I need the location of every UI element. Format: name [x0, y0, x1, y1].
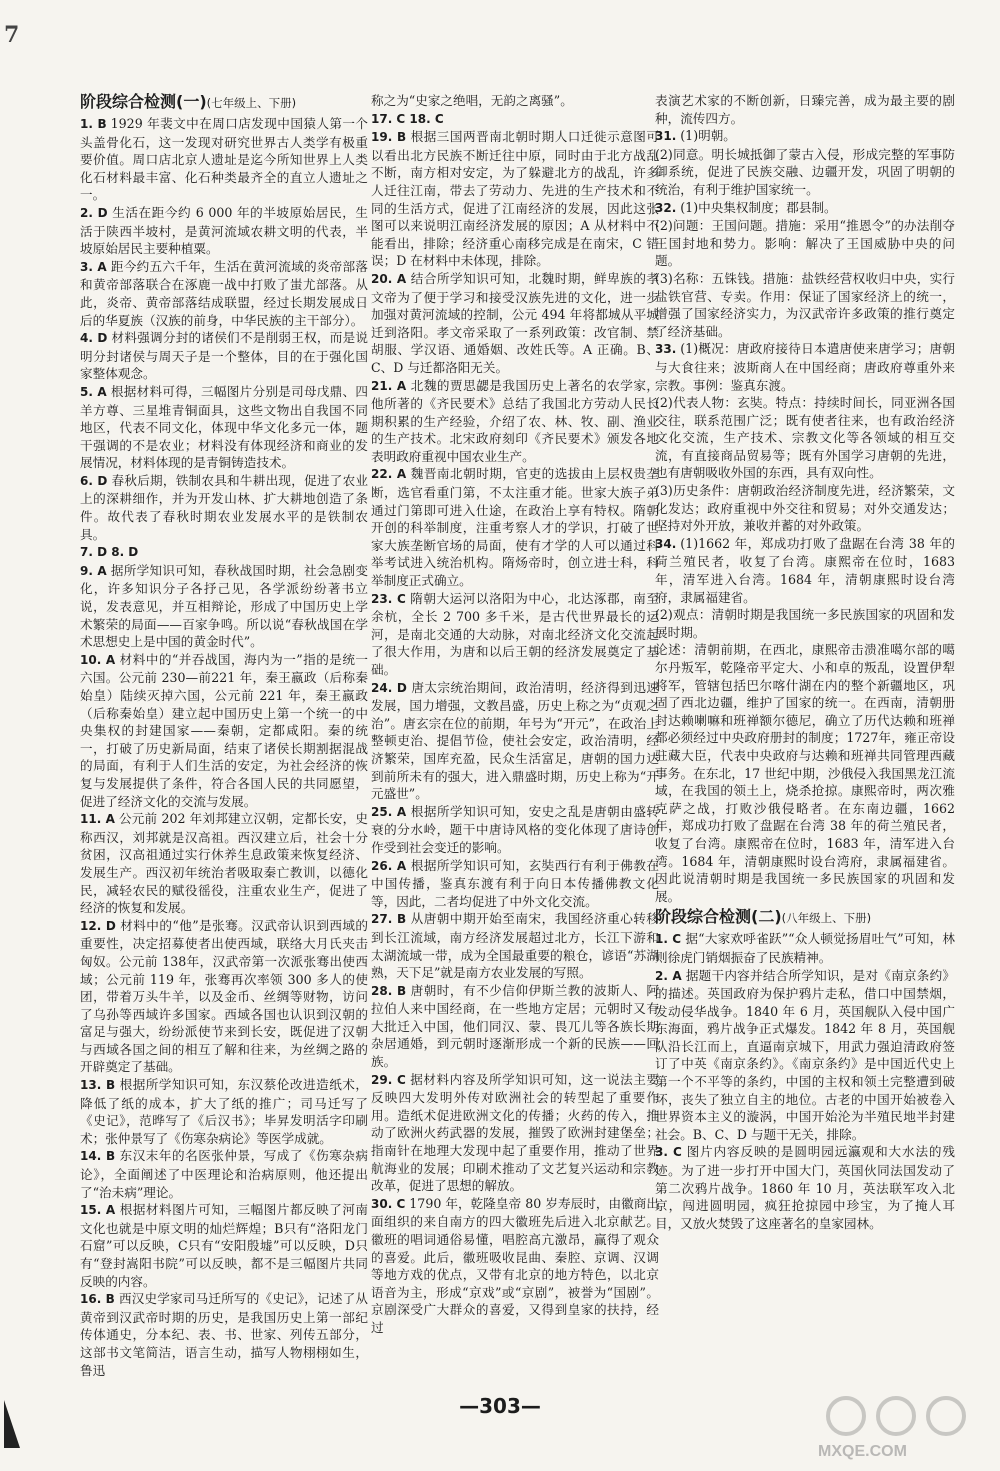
answer-item: [80, 651, 368, 810]
answer-text: 北魏的贾思勰是我国历史上著名的农学家，他所著的《齐民要术》总结了我国北方劳动人民长期积累的生产经验，介绍了农、林、牧、副、渔业的生产技术。北宋政府刻印《齐民要术》颁发各地表明政府重视中国农业生产。: [371, 377, 659, 464]
answer-text: (2)代表人物：玄奘。特点：持续时间长，同亚洲各国交往，联系范围广泛；既有使者往来，也有政治经济文化交流，生产技术、宗教文化等各领域的相互交流，有直接商品贸易等；既有外国学习唐朝的先进，也有唐朝吸收外国的东西，具有双向性。: [655, 395, 955, 481]
answer-number: 9. A: [80, 563, 107, 578]
answer-item: [655, 340, 955, 394]
corner-triangle-mark: [4, 1400, 20, 1448]
answer-text: 唐太宗统治期间，政治清明，经济得到迅速发展，国力增强，文教昌盛，历史上称之为“贞观之治”。唐玄宗在位的前期，年号为“开元”，在政治上整顿吏治、提倡节俭，使社会安定，政治清明，经济繁荣，国库充盈，民众生活富足，唐朝的国力达到前所未有的强大，进入鼎盛时期，历史上称为“开元盛世”。: [371, 679, 659, 802]
answer-item: [371, 982, 659, 1071]
answer-item: [80, 543, 368, 562]
answer-item: [371, 128, 659, 270]
answer-number: 7. D 8. D: [80, 545, 139, 560]
answer-text: 春秋后期，铁制农具和牛耕出现，促进了农业上的深耕细作，并为开发山林、扩大耕地创造了条件。故代表了春秋时期农业发展水平的是铁制农具。: [80, 472, 368, 542]
answer-number: 29. C: [371, 1072, 406, 1087]
answer-item: [371, 857, 659, 911]
answer-item: [371, 590, 659, 679]
answer-text: 根据材料可得，三幅图片分别是司母戊鼎、四羊方尊、三星堆青铜面具，这些文物出自我国不同地区，代表不同文化，体现中华文化多元一体，题干强调的不是农业；材料没有体现经济和商业的发展情况，材料体现的是青铜铸造技术。: [80, 383, 368, 471]
answer-text: 根据三国两晋南北朝时期人口迁徙示意图可以看出北方民族不断迁往中原，同时由于北方战乱不断，南方相对安定，为了躲避北方的战乱，许多人迁往江南，带去了劳动力、先进的生产技术和不同的生活方式，促进了江南经济的发展，因此这张图可以来说明江南经济发展的原因；A 从材料中不能看出，排除；经济重心南移完成是在南宋，C 错误；D 在材料中未体现，排除。: [371, 129, 659, 269]
answer-item: [655, 270, 955, 340]
answer-item: [80, 1147, 368, 1201]
answer-number: 10. A: [80, 652, 116, 667]
answer-item: [371, 803, 659, 857]
answer-number: 2. A: [655, 968, 682, 983]
answer-number: 24. D: [371, 680, 407, 695]
answer-item: [80, 1076, 368, 1147]
answer-text: 称之为“史家之绝唱，无韵之离骚”。: [371, 93, 573, 108]
answer-item: [655, 535, 955, 606]
answer-text: 根据所学知识可知，安史之乱是唐朝由盛转衰的分水岭，题干中唐诗风格的变化体现了唐诗创作受到社会变迁的影响。: [371, 803, 659, 855]
answer-number: 14. B: [80, 1149, 116, 1164]
section-title-2: [655, 907, 955, 928]
answer-text: 据“大家欢呼雀跃”“众人顿觉扬眉吐气”可知，林则徐虎门销烟振奋了民族精神。: [655, 931, 955, 965]
answer-item: [655, 127, 955, 146]
answer-number: 16. B: [80, 1292, 115, 1307]
answer-text: 从唐朝中期开始至南宋，我国经济重心转移到长江流域，南方经济发展超过北方，长江下游和太湖流域一带，成为全国最重要的粮仓，谚语“苏湖熟，天下足”就是南方农业发展的写照。: [371, 911, 659, 981]
answer-item: [80, 204, 368, 258]
answer-item: [655, 482, 955, 535]
answer-number: 33.: [655, 342, 677, 357]
answer-item: [80, 810, 368, 917]
section-title-1: [80, 92, 368, 113]
corner-mark: 7: [4, 22, 20, 48]
svg-text:MXQE.COM: MXQE.COM: [818, 1443, 907, 1460]
answer-text: 材料强调分封的诸侯们不是削弱王权，而是说明分封诸侯与周天子是一个整体，目的在于强化国家整体观念。: [80, 330, 368, 382]
answer-number: 27. B: [371, 912, 407, 927]
answer-number: 19. B: [371, 130, 407, 145]
answer-item: [655, 146, 955, 199]
answer-item: [371, 679, 659, 803]
answer-text: 距今约五六千年，生活在黄河流域的炎帝部落和黄帝部落联合在涿鹿一战中打败了蚩尤部落。从此，炎帝、黄帝部落结成联盟，经过长期发展成日后的华夏族（汉族的前身，中华民族的主干部分）。: [80, 258, 368, 328]
answer-item: [80, 562, 368, 651]
answer-item: [655, 1143, 955, 1232]
answer-item: [655, 967, 955, 1144]
answer-item: [371, 270, 659, 377]
answer-item: [655, 606, 955, 641]
answer-item: [371, 465, 659, 589]
answer-number: 25. A: [371, 804, 407, 819]
answer-text: 材料中的“并吞战国，海内为一”指的是统一六国。公元前 230—前221 年，秦王嬴政（后称秦始皇）陆续灭掉六国，公元前 221 年，秦王嬴政（后称秦始皇）建立起中国历史上第一个统一的中央集权的封建国家——秦朝，定都咸阳。秦的统一，打破了历史新局面，结束了诸侯长期割据混战的局面，有利于人们生活的安定，为社会经济的恢复与发展提供了条件，符合各国人民的共同愿望，促进了经济文化的交流与发展。: [80, 651, 368, 809]
answer-item: [80, 917, 368, 1076]
answer-text: (1)明朝。: [680, 128, 736, 144]
answer-number: 26. A: [371, 858, 407, 873]
watermark-logo: [810, 1390, 990, 1462]
answer-item: [655, 930, 955, 966]
answer-number: 1. C: [655, 932, 682, 947]
answer-text: 唐朝时，有不少信仰伊斯兰教的波斯人、阿拉伯人来中国经商，在一些地方定居；元朝时又有大批迁入中国，他们同汉、蒙、畏兀儿等各族长期杂居通婚，到元朝时逐渐形成一个新的民族——回族。: [371, 982, 659, 1070]
answer-item: [655, 394, 955, 482]
answer-number: 15. A: [80, 1203, 116, 1218]
answer-text: (1)概况：唐政府接待日本遣唐使来唐学习；唐朝与大食往来；波斯商人在中国经商；唐政府尊重外来宗教。事例：鉴真东渡。: [655, 341, 955, 393]
answer-number: 6. D: [80, 473, 108, 488]
answer-text: 根据材料图片可知，三幅图片都反映了河南文化也就是中原文明的灿烂辉煌；B只有“洛阳龙门石窟”可以反映，C只有“安阳殷墟”可以反映，D只有“登封嵩阳书院”可以反映，都不是三幅图片共同反映的内容。: [80, 1202, 368, 1289]
answer-item: [371, 110, 659, 129]
answer-number: 3. A: [80, 259, 107, 274]
answer-text: (1)中央集权制度；郡县制。: [680, 199, 837, 215]
answer-text: 材料中的“他”是张骞。汉武帝认识到西域的重要性，决定招募使者出使西域，联络大月氏夹击匈奴。公元前 138年，汉武帝第一次派张骞出使西域；公元前 119 年，张骞再次率领 300 多人的使团，带着万头牛羊，以及金币、丝绸等财物，访问了乌孙等西域许多国家。西域各国也认识到汉朝的富足与强大，纷纷派使节来到长安，既促进了汉朝与西域各国之间的相互了解和往来，为丝绸之路的开辟奠定了基础。: [80, 917, 368, 1075]
answer-number: 17. C 18. C: [371, 111, 444, 126]
answer-item: [80, 329, 368, 383]
answer-text: (3)名称：五铢钱。措施：盐铁经营权收归中央，实行盐铁官营、专卖。作用：保证了国家经济上的统一，增强了国家经济实力，为汉武帝许多政策的推行奠定了经济基础。: [655, 270, 955, 339]
answer-number: 30. C: [371, 1196, 406, 1211]
answer-item: [371, 92, 659, 110]
answer-text: 生活在距今约 6 000 年的半坡原始居民，生活于陕西半坡村，是黄河流域农耕文明的代表，半坡原始居民主要种植粟。: [80, 204, 368, 257]
answer-number: 2. D: [80, 205, 108, 220]
answer-text: 论述：清朝前期，在西北，康熙帝击溃准噶尔部的噶尔丹叛军，乾隆帝平定大、小和卓的叛乱，设置伊犁将军，管辖包括巴尔喀什湖在内的整个新疆地区，巩固了西北边疆，维护了国家的统一。在西南，清朝册封达赖喇嘛和班禅额尔德尼，确立了历代达赖和班禅都必须经过中央政府册封的制度；1727年，雍正帝设驻藏大臣，代表中央政府与达赖和班禅共同管理西藏事务。在东北，17 世纪中期，沙俄侵入我国黑龙江流域，在我国的领土上，烧杀抢掠。康熙帝时，两次雅克萨之战，打败沙俄侵略者。在东南边疆，1662 年，郑成功打败了盘踞在台湾 38 年的荷兰殖民者，收复了台湾。康熙帝在位时，1683 年，清军进入台湾。1684 年，清朝康熙时设台湾府，隶属福建省。因此说清朝时期是我国统一多民族国家的巩固和发展。: [655, 642, 955, 904]
answer-text: (3)历史条件：唐朝政治经济制度先进，经济繁荣，文化发达；政府重视中外交往和贸易；对外交通发达；坚持对外开放，兼收并蓄的对外政策。: [655, 483, 955, 534]
answer-number: 12. D: [80, 918, 116, 933]
answer-number: 20. A: [371, 271, 407, 286]
section-title-2-sub: (八年级上、下册): [781, 911, 872, 926]
answer-number: 11. A: [80, 812, 115, 827]
answer-item: [80, 1290, 368, 1379]
answer-text: 公元前 202 年刘邦建立汉朝，定都长安，史称西汉，刘邦就是汉高祖。西汉建立后，社会十分贫困，汉高祖通过实行休养生息政策来恢复经济、发展生产。西汉初年统治者吸取秦亡教训，以德化民，减轻农民的赋役徭役，注重农业生产，促进了经济的恢复和发展。: [80, 811, 368, 916]
answer-item: [80, 472, 368, 543]
answer-item: [655, 641, 955, 905]
answer-item: [655, 92, 955, 127]
answer-text: 1790 年，乾隆皇帝 80 岁寿辰时，由徽商出面组织的来自南方的四大徽班先后进入北京献艺。徽班的唱词通俗易懂，唱腔高亢激昂，赢得了观众的喜爱。此后，徽班吸收昆曲、秦腔、京调、汉调等地方戏的优点，又带有北京的地方特色，以北京语音为主，形成“京戏”或“京剧”，被誉为“国剧”。京剧深受广大群众的喜爱，又得到皇家的扶持，经过: [371, 1195, 659, 1335]
answer-number: 13. B: [80, 1078, 116, 1093]
answer-text: (2)问题：王国问题。措施：采用“推恩令”的办法削夺王国封地和势力。影响：解决了王国威胁中央的问题。: [655, 218, 955, 269]
answer-text: (1)1662 年，郑成功打败了盘踞在台湾 38 年的荷兰殖民者，收复了台湾。康熙帝在位时，1683 年，清军进入台湾。1684 年，清朝康熙时设台湾府，隶属福建省。: [655, 535, 955, 605]
answer-text: 据所学知识可知，春秋战国时期，社会急剧变化，许多知识分子各抒己见，各学派纷纷著书立说，发表意见，并互相辩论，形成了中国历史上学术繁荣的局面——百家争鸣。所以说“春秋战国在学术思想史上是中国的黄金时代”。: [80, 562, 368, 650]
section-title-1-sub: (七年级上、下册): [206, 96, 297, 110]
answer-number: 34.: [655, 536, 677, 551]
answer-item: [80, 258, 368, 329]
section-title-1-main: 阶段综合检测(一): [80, 92, 207, 111]
answer-item: [371, 910, 659, 981]
page-number: —303—: [459, 1394, 541, 1418]
answer-number: 31.: [655, 129, 677, 144]
answer-text: 东汉末年的名医张仲景，写成了《伤寒杂病论》，全面阐述了中医理论和治病原则，他还提出了“治未病”理论。: [80, 1148, 368, 1200]
answer-text: 据材料内容及所学知识可知，这一说法主要反映四大发明外传对欧洲社会的转型起了重要作用。造纸术促进欧洲文化的传播；火药的传入，推动了欧洲火药武器的发展，摧毁了欧洲封建堡垒；指南针在地理大发现中起了重要作用，推动了世界航海业的发展；印刷术推动了文艺复兴运动和宗教改革，促进了思想的解放。: [371, 1071, 659, 1194]
answer-text: 1929 年裴文中在周口店发现中国猿人第一个头盖骨化石，这一发现对研究世界古人类学有极重要价值。周口店北京人遗址是迄今所知世界上人类化石材料最丰富、化石种类最齐全的直立人遗址之一。: [80, 116, 368, 203]
answer-text: 表演艺术家的不断创新，日臻完善，成为最主要的剧种，流传四方。: [655, 93, 955, 126]
column-2: [371, 92, 659, 1422]
answer-text: 根据所学知识可知，玄奘西行有利于佛教在中国传播，鉴真东渡有利于向日本传播佛教文化等，因此，二者均促进了中外文化交流。: [371, 857, 659, 909]
answer-text: 西汉史学家司马迁所写的《史记》，记述了从黄帝到汉武帝时期的历史，是我国历史上第一部纪传体通史，分本纪、表、书、世家、列传五部分，这部书文笔简洁，语言生动，描写人物栩栩如生，鲁迅: [80, 1291, 368, 1378]
answer-item: [80, 115, 368, 204]
answer-number: 22. A: [371, 467, 407, 482]
answer-text: (2)同意。明长城抵御了蒙古入侵，形成完整的军事防御系统，促进了民族交融、边疆开发，巩固了明朝的统治，有利于维护国家统一。: [655, 146, 955, 197]
answer-page: [80, 92, 990, 1422]
answer-number: 1. B: [80, 117, 107, 131]
answer-number: 5. A: [80, 384, 107, 399]
answer-item: [655, 199, 955, 218]
answer-item: [371, 1071, 659, 1195]
answer-number: 4. D: [80, 331, 108, 346]
answer-item: [371, 377, 659, 466]
answer-number: 23. C: [371, 591, 406, 606]
answer-text: 图片内容反映的是圆明园远瀛观和大水法的残迹。为了进一步打开中国大门，英国伙同法国发动了第二次鸦片战争。1860 年 10 月，英法联军攻入北京，闯进圆明园，疯狂抢掠园中珍宝，为了掩人耳目，又放火焚毁了这座著名的皇家园林。: [655, 1144, 955, 1231]
answer-text: 结合所学知识可知，北魏时期，鲜卑族的孝文帝为了便于学习和接受汉族先进的文化，进一步加强对黄河流域的控制，公元 494 年将都城从平城迁到洛阳。孝文帝采取了一系列政策：改官制、禁胡服、学汉语、通婚姻、改姓氏等。A 正确。B、C、D 与迁都洛阳无关。: [371, 270, 659, 375]
column-1: [80, 92, 368, 1422]
answer-number: 21. A: [371, 378, 407, 393]
answer-item: [371, 1195, 659, 1337]
answer-number: 3. C: [655, 1145, 682, 1160]
answer-item: [80, 1201, 368, 1290]
answer-text: 魏晋南北朝时期，官吏的选拔由上层权贵垄断，选官看重门第，不太注重才能。世家大族子弟通过门第即可进入仕途，在政治上享有特权。隋朝开创的科举制度，注重考察人才的学识，打破了世家大族垄断官场的局面，使有才学的人可以通过科举考试进入统治机构。隋炀帝时，创立进士科，科举制度正式确立。: [371, 466, 659, 589]
answer-text: 隋朝大运河以洛阳为中心，北达涿郡，南至余杭，全长 2 700 多千米，是古代世界最长的运河，是南北交通的大动脉，对南北经济文化交流起了很大作用，为唐和以后王朝的经济发展奠定了基础。: [371, 590, 659, 677]
answer-text: 据题干内容并结合所学知识，是对《南京条约》的描述。英国政府为保护鸦片走私，借口中国禁烟，发动侵华战争。1840 年 6 月，英国舰队入侵中国广东海面，鸦片战争正式爆发。1842 年 8 月，英国舰队沿长江而上，直逼南京城下，用武力强迫清政府签订了中英《南京条约》。《南京条约》是中国近代史上第一个不平等的条约，中国的主权和领土完整遭到破坏，丧失了独立自主的地位。古老的中国开始被卷入世界资本主义的漩涡，中国开始沦为半殖民地半封建社会。B、C、D 与题干无关，排除。: [655, 967, 955, 1142]
section-title-2-main: 阶段综合检测(二): [655, 907, 782, 927]
answer-item: [655, 217, 955, 270]
answer-item: [80, 383, 368, 472]
column-3: [655, 92, 955, 1422]
answer-text: (2)观点：清朝时期是我国统一多民族国家的巩固和发展时期。: [655, 607, 955, 640]
answer-number: 32.: [655, 200, 677, 215]
answer-number: 28. B: [371, 983, 407, 998]
answer-text: 根据所学知识可知，东汉蔡伦改进造纸术，降低了纸的成本，扩大了纸的推广；司马迁写了《史记》，范晔写了《后汉书》；毕昇发明活字印刷术；张仲景写了《伤寒杂病论》等医学成就。: [80, 1077, 368, 1146]
